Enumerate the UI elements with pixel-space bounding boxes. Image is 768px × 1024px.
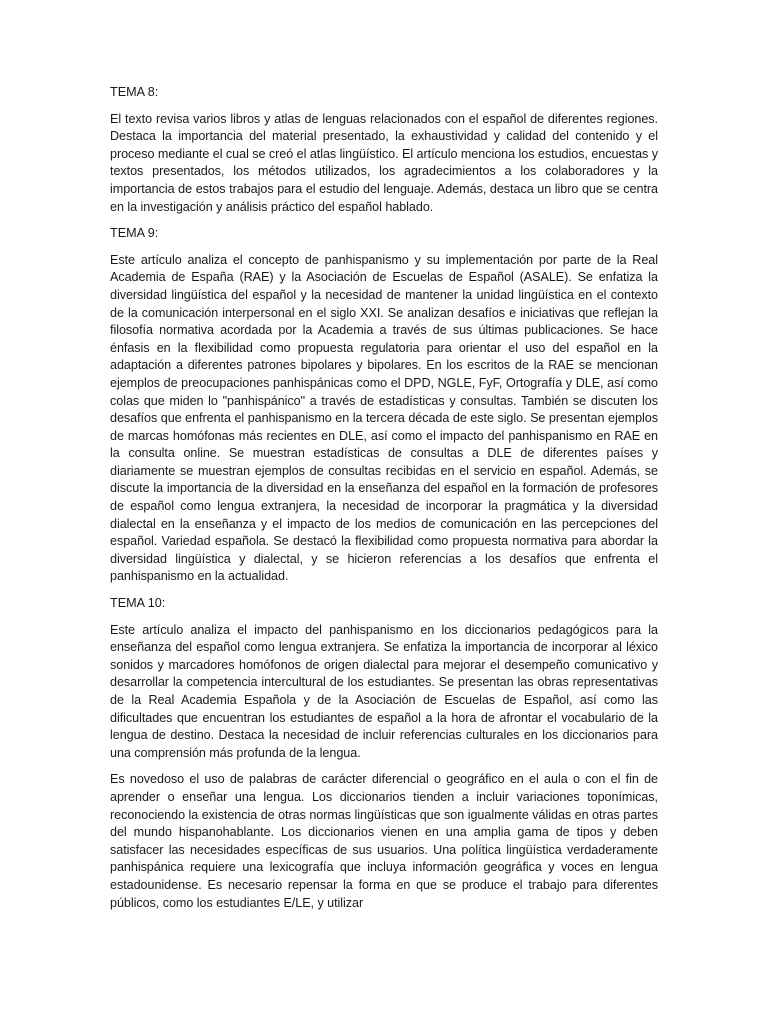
document-page	[110, 84, 658, 912]
section-paragraph: El texto revisa varios libros y atlas de lenguas relacionados con el español de diferentes regiones. Destaca la importancia del material presentado, la exhaustividad y calidad del contenido y el proceso mediante el cual se creó el atlas lingüístico. El artículo menciona los estudios, encuestas y textos presentados, los métodos utilizados, los agradecimientos a los colaboradores y la importancia de estos trabajos para el estudio del lenguaje. Además, destaca un libro que se centra en la investigación y análisis práctico del español hablado.	[110, 111, 658, 214]
section-tema-10	[110, 595, 658, 912]
section-paragraph: Es novedoso el uso de palabras de carácter diferencial o geográfico en el aula o con el fin de aprender o enseñar una lengua. Los diccionarios tienden a incluir variaciones toponímicas, reconociendo la existencia de otras normas lingüísticas que son igualmente válidas en otras partes del mundo hispanohablante. Los diccionarios vienen en una amplia gama de tipos y deben satisfacer las necesidades específicas de sus usuarios. Una política lingüística verdaderamente panhispánica requiere una lexicografía que incluya información geográfica y voces en lengua estadounidense. Es necesario repensar la forma en que se produce el trabajo para diferentes públicos, como los estudiantes E/LE, y utilizar	[110, 772, 658, 910]
section-heading: TEMA 10:	[110, 596, 166, 611]
section-heading: TEMA 9:	[110, 226, 159, 241]
section-tema-8	[110, 84, 658, 216]
section-tema-9	[110, 225, 658, 586]
section-paragraph: Este artículo analiza el impacto del panhispanismo en los diccionarios pedagógicos para la enseñanza del español como lengua extranjera. Se enfatiza la importancia de incorporar al léxico sonidos y marcadores homófonos de origen dialectal para mejorar el desempeño comunicativo y desarrollar la competencia intercultural de los estudiantes. Se presentan las obras representativas de la Real Academia Española y de la Asociación de Escuelas de Español, así como las dificultades que encuentran los estudiantes de español a la hora de afrontar el vocabulario de la lengua de destino. Destaca la necesidad de incluir referencias culturales en los diccionarios para una comprensión más profunda de la lengua.	[110, 622, 658, 760]
section-heading: TEMA 8:	[110, 85, 159, 99]
section-paragraph: Este artículo analiza el concepto de panhispanismo y su implementación por parte de la Real Academia de España (RAE) y la Asociación de Escuelas de Español (ASALE). Se enfatiza la diversidad lingüística del español y la necesidad de mantener la unidad lingüística en el contexto de la comunicación interpersonal en el siglo XXI. Se analizan desafíos e iniciativas que reflejan la filosofía normativa acordada por la Academia a través de sus últimas publicaciones. Se hace énfasis en la flexibilidad como propuesta regulatoria para orientar el uso del español en la adaptación a diferentes patrones bipolares y bipolares. En los escritos de la RAE se mencionan ejemplos de preocupaciones panhispánicas como el DPD, NGLE, FyF, Ortografía y DLE, así como colas que miden lo "panhispánico" a través de estadísticas y consultas. También se discuten los desafíos que enfrenta el panhispanismo en la tercera década de este siglo. Se presentan ejemplos de marcas homófonas más recientes en DLE, así como el impacto del panhispanismo en RAE en la consulta online. Se muestran estadísticas de consultas a DLE de diferentes países y diariamente se muestran ejemplos de consultas recibidas en el servicio en español. Además, se discute la importancia de la diversidad en la enseñanza del español en la formación de profesores de español como lengua extranjera, la necesidad de incorporar la pragmática y la diversidad dialectal en la enseñanza y el impacto de los medios de comunicación en las percepciones del español. Variedad española. Se destacó la flexibilidad como propuesta normativa para abordar la diversidad lingüística y dialectal, y se hicieron referencias a los desafíos que enfrenta el panhispanismo en la actualidad.	[110, 252, 658, 584]
